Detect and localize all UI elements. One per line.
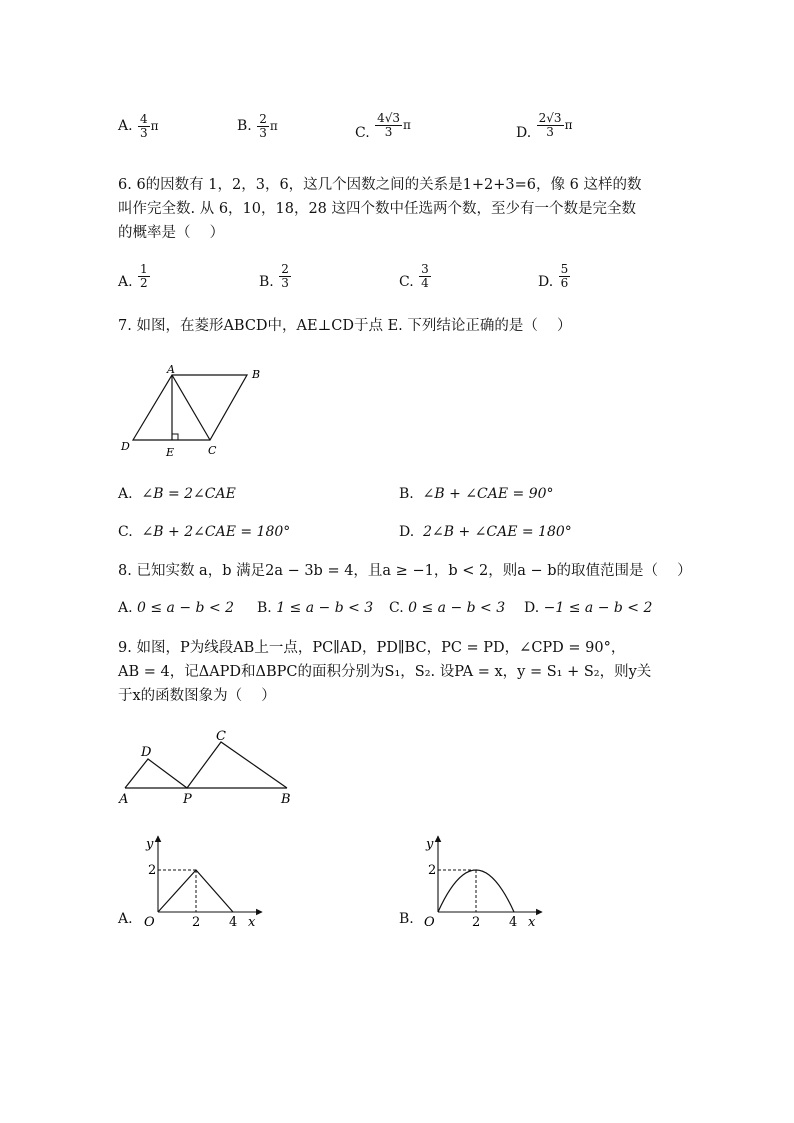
fraction: $\frac{5}{6}$ [560,262,569,290]
q7-option-c[interactable]: C. ∠B + 2∠CAE = 180° [118,524,291,540]
svg-text:O: O [144,915,155,928]
fraction: $\frac{1}{2}$ [140,262,148,290]
q8-option-b[interactable]: B. 1 ≤ a − b < 3 [257,600,374,616]
q9-option-b-label[interactable]: B. [399,911,414,927]
label-a: A [167,363,175,376]
fraction: $\frac{2}{3}$ [259,112,267,140]
svg-text:x: x [528,915,536,928]
svg-text:4: 4 [229,915,238,928]
q7-option-d[interactable]: D. 2∠B + ∠CAE = 180° [399,524,572,540]
q8-option-c[interactable]: C. 0 ≤ a − b < 3 [389,600,506,616]
label-p: P [183,792,192,807]
rhombus-figure [115,362,275,462]
fraction: $\frac{4}{3}$ [140,112,148,140]
svg-text:y: y [426,837,434,852]
graph-a[interactable] [140,828,270,928]
svg-text:4: 4 [509,915,518,928]
svg-text:2: 2 [192,915,201,928]
svg-text:x: x [248,915,256,928]
segment-figure [115,724,305,808]
fraction: $\frac{4√3}{3}$ [377,111,401,139]
q9-stem: 9. 如图，P为线段AB上一点，PC∥AD，PD∥BC，PC = PD，∠CPD = 90°， AB = 4，记ΔAPD和ΔBPC的面积分别为S₁，S₂. 设PA = x，y = S₁ + S₂，则y关 于x的函数图象为（ ） [118,640,652,704]
label-a: A [119,792,129,807]
label-d: D [121,440,130,453]
q5-option-a[interactable]: A. $\frac{4}{3}$ π [118,112,159,140]
label-e: E [166,446,175,459]
q8-stem: 8. 已知实数 a，b 满足2a − 3b = 4，且a ≥ −1，b < 2，则a − b的取值范围是（ ） [118,563,692,579]
q7-option-a[interactable]: A. ∠B = 2∠CAE [118,486,236,502]
label-c: C [216,729,226,744]
q5-option-d[interactable]: D. $\frac{2√3}{3}$ π [516,111,573,142]
fraction: $\frac{3}{4}$ [421,262,429,290]
q6-option-d[interactable]: D. $\frac{5}{6}$ [538,262,569,291]
q6-stem: 6. 6的因数有 1，2，3，6，这几个因数之间的关系是1+2+3=6，像 6 这样的数 叫作完全数. 从 6，10，18，28 这四个数中任选两个数，至少有一个数是完全数 的概率是（ ） [118,177,642,241]
q7-option-b[interactable]: B. ∠B + ∠CAE = 90° [399,486,554,502]
svg-text:2: 2 [148,863,157,878]
svg-text:2: 2 [472,915,481,928]
q5-option-b[interactable]: B. $\frac{2}{3}$ π [237,112,278,140]
graph-b[interactable] [420,828,550,928]
svg-text:O: O [424,915,435,928]
q5-option-c[interactable]: C. $\frac{4√3}{3}$ π [355,111,411,142]
q8-option-d[interactable]: D. −1 ≤ a − b < 2 [524,600,653,616]
fraction: $\frac{2√3}{3}$ [538,111,562,139]
svg-text:2: 2 [428,863,437,878]
q6-option-b[interactable]: B. $\frac{2}{3}$ [259,262,289,291]
q6-option-a[interactable]: A. $\frac{1}{2}$ [118,262,148,291]
fraction: $\frac{2}{3}$ [281,262,289,290]
q8-option-a[interactable]: A. 0 ≤ a − b < 2 [118,600,235,616]
q9-option-a-label[interactable]: A. [118,911,133,927]
label-d: D [141,745,152,760]
label-c: C [208,444,217,457]
label-b: B [281,792,291,807]
q7-stem: 7. 如图，在菱形ABCD中，AE⊥CD于点 E. 下列结论正确的是（ ） [118,318,572,334]
svg-text:y: y [146,837,154,852]
q6-option-c[interactable]: C. $\frac{3}{4}$ [399,262,429,291]
label-b: B [252,368,261,381]
